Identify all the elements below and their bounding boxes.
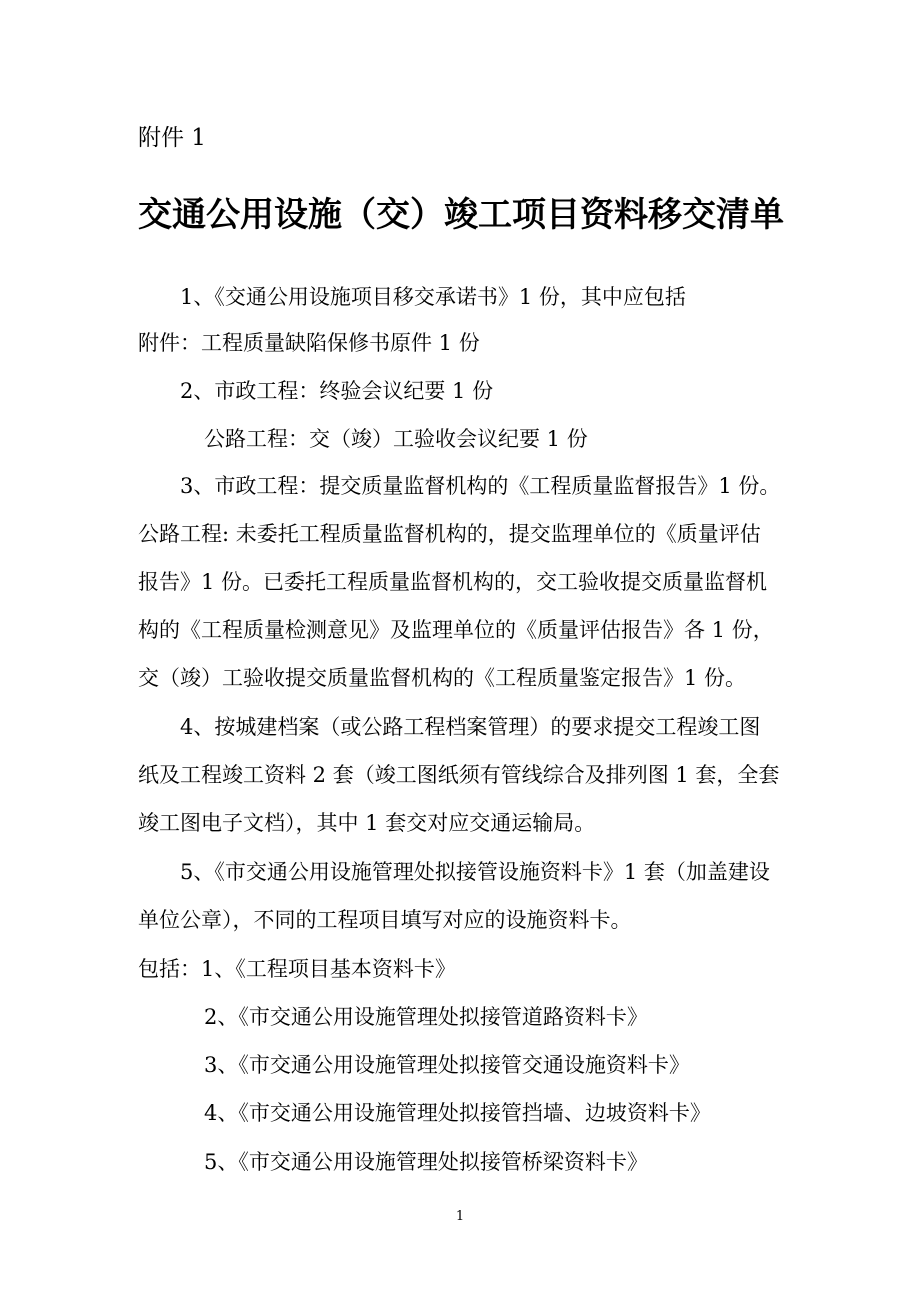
page-number: 1	[455, 1209, 465, 1224]
item-5-line: 单位公章），不同的工程项目填写对应的设施资料卡。	[138, 908, 632, 932]
attachment-label: 附件 1	[138, 125, 206, 151]
item-1-attachment: 附件：工程质量缺陷保修书原件 1 份	[138, 331, 480, 355]
include-label: 包括：1、《工程项目基本资料卡》	[138, 957, 456, 981]
item-1: 1、《交通公用设施项目移交承诺书》1 份，其中应包括	[180, 285, 686, 309]
item-3-line: 公路工程: 未委托工程质量监督机构的，提交监理单位的《质量评估	[138, 522, 761, 546]
item-2-road: 公路工程：交（竣）工验收会议纪要 1 份	[204, 427, 588, 451]
item-3-line: 构的《工程质量检测意见》及监理单位的《质量评估报告》各 1 份，	[138, 618, 774, 642]
item-4-line: 4、按城建档案（或公路工程档案管理）的要求提交工程竣工图	[180, 715, 761, 739]
card-item: 2、《市交通公用设施管理处拟接管道路资料卡》	[204, 1005, 648, 1029]
item-3-line: 3、市政工程：提交质量监督机构的《工程质量监督报告》1 份。	[180, 474, 781, 498]
card-item: 5、《市交通公用设施管理处拟接管桥梁资料卡》	[204, 1150, 648, 1174]
item-2: 2、市政工程：终验会议纪要 1 份	[180, 379, 494, 403]
item-4-line: 纸及工程竣工资料 2 套（竣工图纸须有管线综合及排列图 1 套，全套	[138, 763, 780, 787]
item-3-line: 报告》1 份。已委托工程质量监督机构的，交工验收提交质量监督机	[138, 570, 768, 594]
card-item: 4、《市交通公用设施管理处拟接管挡墙、边坡资料卡》	[204, 1101, 711, 1125]
item-3-line: 交（竣）工验收提交质量监督机构的《工程质量鉴定报告》1 份。	[138, 666, 747, 690]
item-5-line: 5、《市交通公用设施管理处拟接管设施资料卡》1 套（加盖建设	[180, 860, 770, 884]
document-title: 交通公用设施（交）竣工项目资料移交清单	[138, 195, 784, 235]
item-4-line: 竣工图电子文档），其中 1 套交对应交通运输局。	[138, 811, 596, 835]
card-item: 3、《市交通公用设施管理处拟接管交通设施资料卡》	[204, 1053, 690, 1077]
